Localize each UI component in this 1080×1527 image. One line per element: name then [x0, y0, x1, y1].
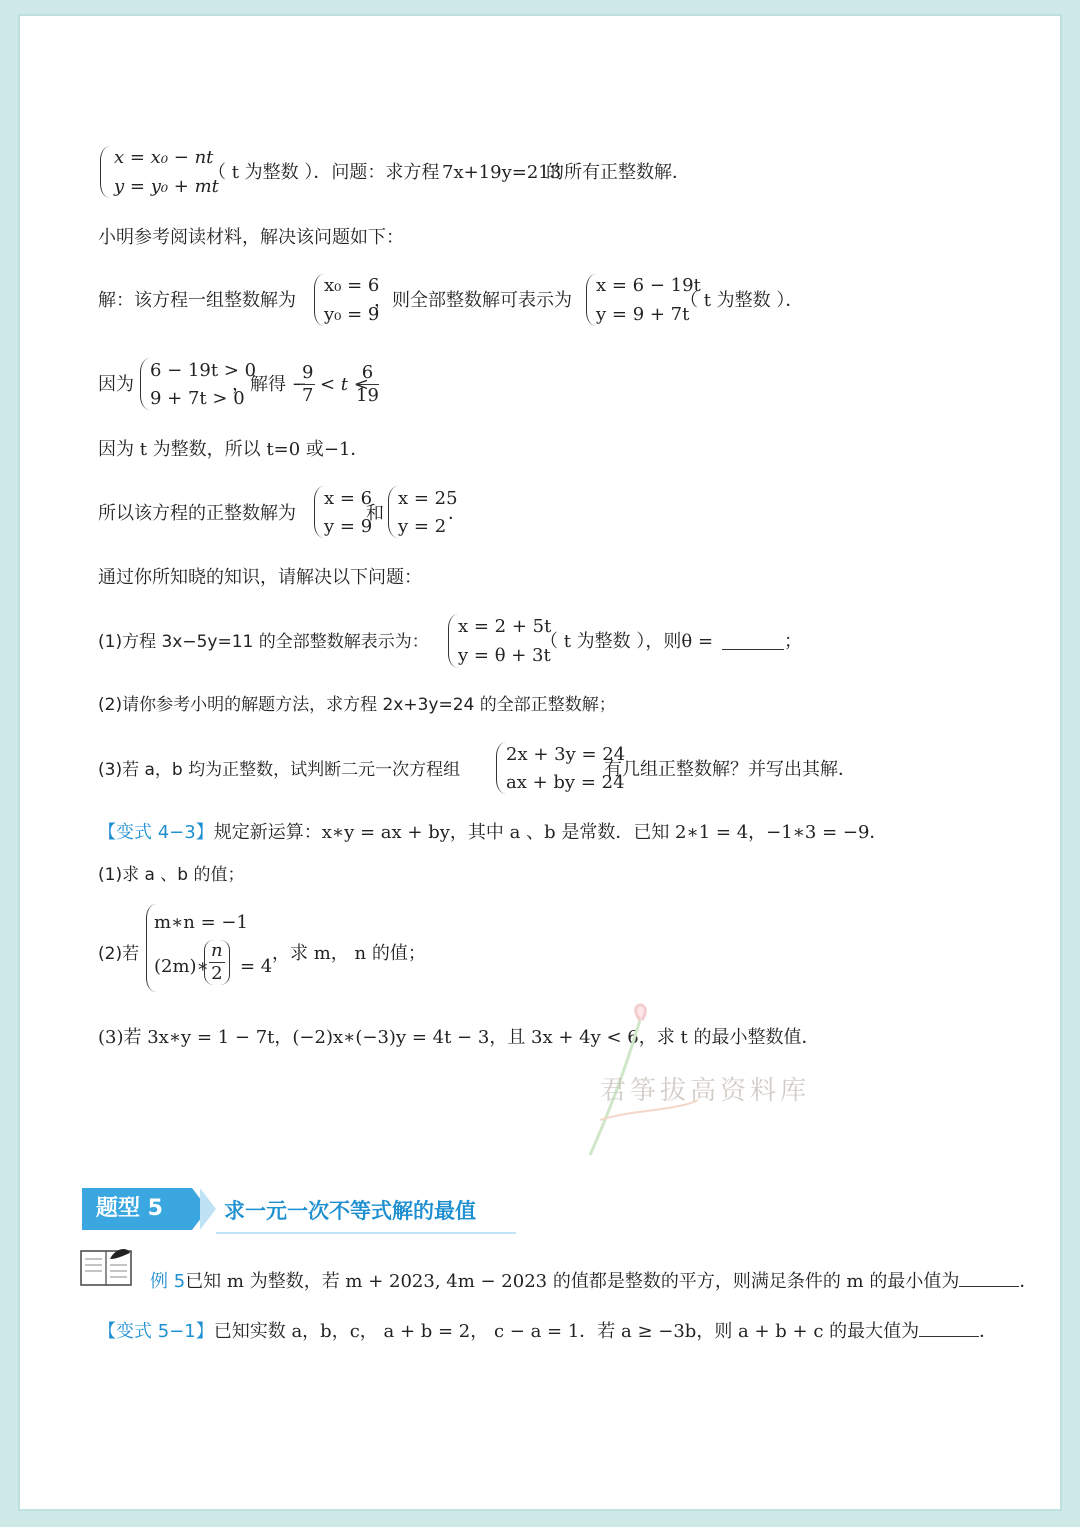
answer-b-x: x = 25 — [398, 488, 458, 509]
open-book-icon — [80, 1245, 132, 1287]
integer-line: 因为 t 为整数，所以 t=0 或−1． — [98, 439, 369, 460]
section-title: 求一元一次不等式解的最值 — [224, 1199, 476, 1223]
variant-4-3 — [98, 822, 887, 844]
general-y: y = 9 + 7t — [596, 304, 690, 325]
answer-a-y: y = 9 — [324, 516, 373, 537]
fraction-numerator: n — [211, 940, 223, 961]
solution-tail: （ t 为整数 ）． — [680, 290, 804, 311]
knowledge-line: 通过你所知晓的知识，请解决以下问题： — [98, 567, 422, 588]
question-3-lead: (3)若 a，b 均为正整数，试判断二元一次方程组 — [98, 760, 461, 780]
variant-question-1: (1)求 a 、b 的值； — [98, 865, 245, 885]
question-1-lead: (1)方程 3x−5y=11 的全部整数解表示为： — [98, 632, 429, 652]
variant-text: 已知实数 a，b，c， a + b = 2， c − a = 1．若 a ≥ −3b，则 a + b + c 的最大值为 — [213, 1321, 920, 1342]
variant-q2-tail: ，求 m， n 的值； — [272, 943, 426, 964]
q1-answer-blank[interactable] — [722, 631, 784, 656]
variant-tag: 【变式 4−3】 — [98, 822, 214, 843]
fraction-denominator: 7 — [302, 385, 314, 406]
answer-a-x: x = 6 — [324, 488, 373, 509]
fraction-1 — [300, 362, 315, 407]
general-x: x = 6 − 19t — [596, 275, 701, 296]
fraction-numerator: 9 — [302, 362, 314, 383]
intro-note: （ t 为整数 ）．问题：求方程 — [208, 162, 440, 183]
badge-arrow — [200, 1188, 216, 1230]
fraction-2 — [356, 362, 379, 407]
solution-mid: ，则全部整数解可表示为 — [374, 290, 572, 311]
q3-tail: 有几组正整数解？并写出其解． — [604, 759, 856, 780]
left-brace — [100, 146, 111, 198]
example-tag: 例 5 — [150, 1271, 186, 1292]
question-2: (2)请你参考小明的解题方法，求方程 2x+3y=24 的全部正整数解； — [98, 695, 616, 715]
section-divider — [216, 1232, 516, 1234]
q1-end: ； — [784, 631, 802, 652]
variant-question-3: (3)若 3x∗y = 1 − 7t，(−2)x∗(−3)y = 4t − 3，且 3x + 4y < 6，求 t 的最小整数值． — [98, 1027, 820, 1048]
example-5 — [150, 1268, 1037, 1293]
variant-end: ． — [979, 1321, 998, 1342]
example-text: 已知 m 为整数，若 m + 2023, 4m − 2023 的值都是整数的平方，则满足条件的 m 的最小值为 — [185, 1271, 960, 1292]
inequality-2: 9 + 7t > 0 — [150, 388, 245, 409]
fraction-n-over-2 — [204, 940, 230, 985]
inequality-1: 6 − 19t > 0 — [150, 360, 257, 381]
q3-equation-1: 2x + 3y = 24 — [506, 744, 626, 765]
watermark-text: 君筝拔高资料库 — [600, 1076, 811, 1106]
example-end: ． — [1019, 1271, 1038, 1292]
q1-tail: （ t 为整数 ），则θ = — [540, 631, 714, 652]
variant-tag: 【变式 5−1】 — [98, 1321, 214, 1342]
variant-answer-blank[interactable] — [919, 1318, 979, 1337]
and-text: 和 — [366, 503, 384, 524]
variant-q2-eq2a: (2m)∗ — [154, 956, 209, 977]
period: ． — [448, 503, 466, 524]
section-badge: 题型 5 — [82, 1188, 192, 1230]
example-answer-blank[interactable] — [959, 1268, 1019, 1287]
variant-text: 规定新运算：x∗y = ax + by，其中 a 、b 是常数．已知 2∗1 = 4，−1∗3 = −9． — [213, 822, 888, 843]
variant-q2-lead: (2)若 — [98, 944, 140, 964]
fraction-denominator: 19 — [356, 385, 379, 406]
inequality-middle: < t < — [320, 374, 369, 395]
q1-system-x: x = 2 + 5t — [458, 616, 552, 637]
variant-q2-eq2b: = 4 — [240, 956, 273, 977]
variant-5-1 — [98, 1318, 997, 1343]
solve-text: ，解得 − — [232, 374, 307, 395]
answer-b-y: y = 2 — [398, 516, 447, 537]
system-line-y: y = y₀ + mt — [114, 176, 219, 197]
positive-lead: 所以该方程的正整数解为 — [98, 503, 296, 524]
fraction-numerator: 6 — [356, 362, 379, 385]
system-line-x: x = x₀ − nt — [114, 147, 214, 168]
solution-x0: x₀ = 6 — [324, 275, 380, 296]
q3-equation-2: ax + by = 24 — [506, 772, 625, 793]
xiaoming-line: 小明参考阅读材料，解决该问题如下： — [98, 227, 404, 248]
variant-q2-eq1: m∗n = −1 — [154, 912, 248, 933]
intro-tail: 的所有正整数解． — [546, 162, 690, 183]
q1-system-y: y = θ + 3t — [458, 645, 551, 666]
solution-lead: 解：该方程一组整数解为 — [98, 290, 296, 311]
because-lead: 因为 — [98, 374, 134, 395]
solution-y0: y₀ = 9 — [324, 304, 380, 325]
fraction-denominator: 2 — [211, 963, 223, 984]
intro-equation: 7x+19y=213 — [442, 162, 562, 183]
